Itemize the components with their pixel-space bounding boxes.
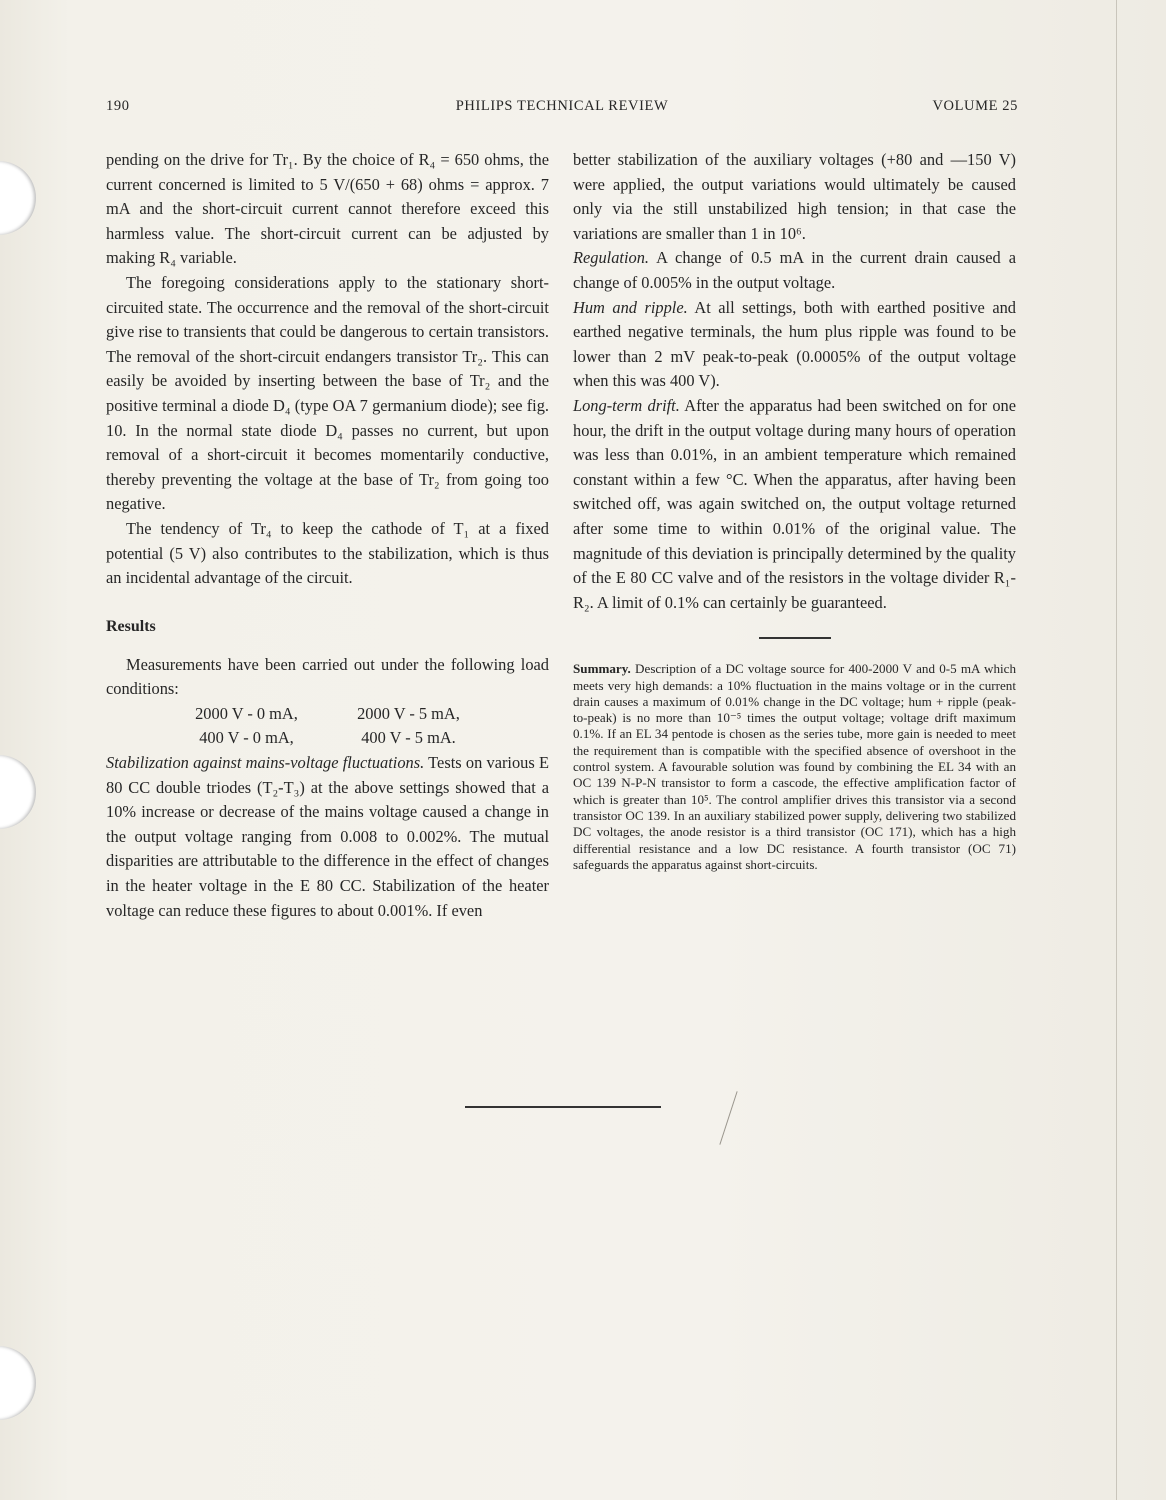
summary-label: Summary. <box>573 661 631 677</box>
load-condition: 400 V - 0 mA, <box>199 728 294 748</box>
paragraph-auxiliary-voltages: better stabilization of the auxiliary voltages (+80 and —150 V) were applied, the output variations would ultimately be caused only via the still unstabilized high tension; in that case the variations are smaller than 1 in 10⁶. <box>573 150 1016 243</box>
paragraph-short-circuit-current: pending on the drive for Tr₁. By the choice of R₄ = 650 ohms, the current concerned is limited to 5 V/(650 + 68) ohms = approx. 7 mA and the short-circuit current cannot therefore exceed this harmless value. The short-circuit current can be adjusted by making R₄ variable. <box>106 150 549 268</box>
running-header <box>106 98 1018 120</box>
page-edge-line <box>1116 0 1117 1500</box>
section-divider <box>759 637 831 639</box>
summary-paragraph <box>573 661 1016 873</box>
load-row <box>106 726 549 751</box>
paragraph-mains-stabilization <box>106 751 549 923</box>
load-condition: 2000 V - 5 mA, <box>357 703 460 723</box>
right-column <box>573 148 1016 873</box>
mains-stabilization-heading: Stabilization against mains-voltage fluctuations. <box>106 753 425 773</box>
volume-label: VOLUME 25 <box>932 98 1018 114</box>
long-term-drift-heading: Long-term drift. <box>573 395 680 415</box>
load-conditions-table <box>106 702 549 751</box>
end-rule <box>465 1106 661 1108</box>
paragraph-long-term-drift <box>573 394 1016 615</box>
long-term-drift-text: After the apparatus had been switched on for one hour, the drift in the output voltage during many hours of operation was less than 0.01%, in an ambient temperature which remained constant within a few °C. When the apparatus, after having been switched off, was again switched on, the output voltage returned after some time to within 0.01% of the original value. The magnitude of this deviation is principally determined by the quality of the E 80 CC valve and of the resistors in the voltage divider R₁-R₂. A limit of 0.1% can certainly be guaranteed. <box>573 395 1017 612</box>
hum-ripple-text: At all settings, both with earthed positive and earthed negative terminals, the hum plus ripple was found to be lower than 2 mV peak-to-peak (0.0005% of the output voltage when this was 400 V). <box>573 297 1017 391</box>
load-condition: 2000 V - 0 mA, <box>195 703 298 723</box>
load-row <box>106 702 549 727</box>
paragraph-load-conditions: Measurements have been carried out under the following load conditions: <box>106 654 549 699</box>
paragraph-transients: The foregoing considerations apply to the stationary short-circuited state. The occurrence and the removal of the short-circuit give rise to transients that could be dangerous to certain transistors. The removal of the short-circuit endangers transistor Tr₂. This can easily be avoided by inserting between the base of Tr₂ and the positive terminal a diode D₄ (type OA 7 germanium diode); see fig. 10. In the normal state diode D₄ passes no current, but upon removal of a short-circuit it becomes momentarily conductive, thereby preventing the voltage at the base of Tr₂ from going too negative. <box>106 272 549 514</box>
hum-ripple-heading: Hum and ripple. <box>573 297 688 317</box>
summary-text: Description of a DC voltage source for 400-2000 V and 0-5 mA which meets very high demands: a 10% fluctuation in the mains voltage or in the current drain causes a maximum of 0.01% change in the DC voltage; hum + ripple (peak-to-peak) is no more than 10⁻⁵ times the output voltage; voltage drift maximum 0.1%. If an EL 34 pentode is chosen as the series tube, more gain is needed to meet the requirement than is compatible with the specified absence of overshoot in the control system. A favourable solution was found by combining the EL 34 with an OC 139 N-P-N transistor to form a cascode, the effective amplification factor of which is greater than 10⁵. The control amplifier drives this transistor via a second transistor OC 139. In an auxiliary stabilized power supply, delivering two stabilized DC voltages, the anode resistor is a third transistor (OC 171), which has a high differential resistance and a low DC resistance. A fourth transistor (OC 71) safeguards the apparatus against short-circuits. <box>573 661 1016 872</box>
regulation-text: A change of 0.5 mA in the current drain caused a change of 0.005% in the output voltage. <box>573 248 1016 292</box>
page-number: 190 <box>106 98 130 114</box>
left-column <box>106 148 549 923</box>
paragraph-regulation <box>573 246 1016 295</box>
paragraph-hum-ripple <box>573 296 1016 394</box>
mains-stabilization-text: Tests on various E 80 CC double triodes (T₂-T₃) at the above settings showed that a 10% increase or decrease of the mains voltage caused a change in the output voltage ranging from 0.008 to 0.002%. The mutual disparities are attributable to the difference in the effect of changes in the heater voltage in the E 80 CC. Stabilization of the heater voltage can reduce these figures to about 0.001%. If even <box>106 753 550 920</box>
results-heading: Results <box>106 617 156 635</box>
regulation-heading: Regulation. <box>573 248 650 268</box>
load-condition: 400 V - 5 mA. <box>361 728 456 748</box>
journal-title: PHILIPS TECHNICAL REVIEW <box>455 98 669 114</box>
paragraph-stabilization-tendency: The tendency of Tr₄ to keep the cathode of T₁ at a fixed potential (5 V) also contributes to the stabilization, which is thus an incidental advantage of the circuit. <box>106 518 549 588</box>
